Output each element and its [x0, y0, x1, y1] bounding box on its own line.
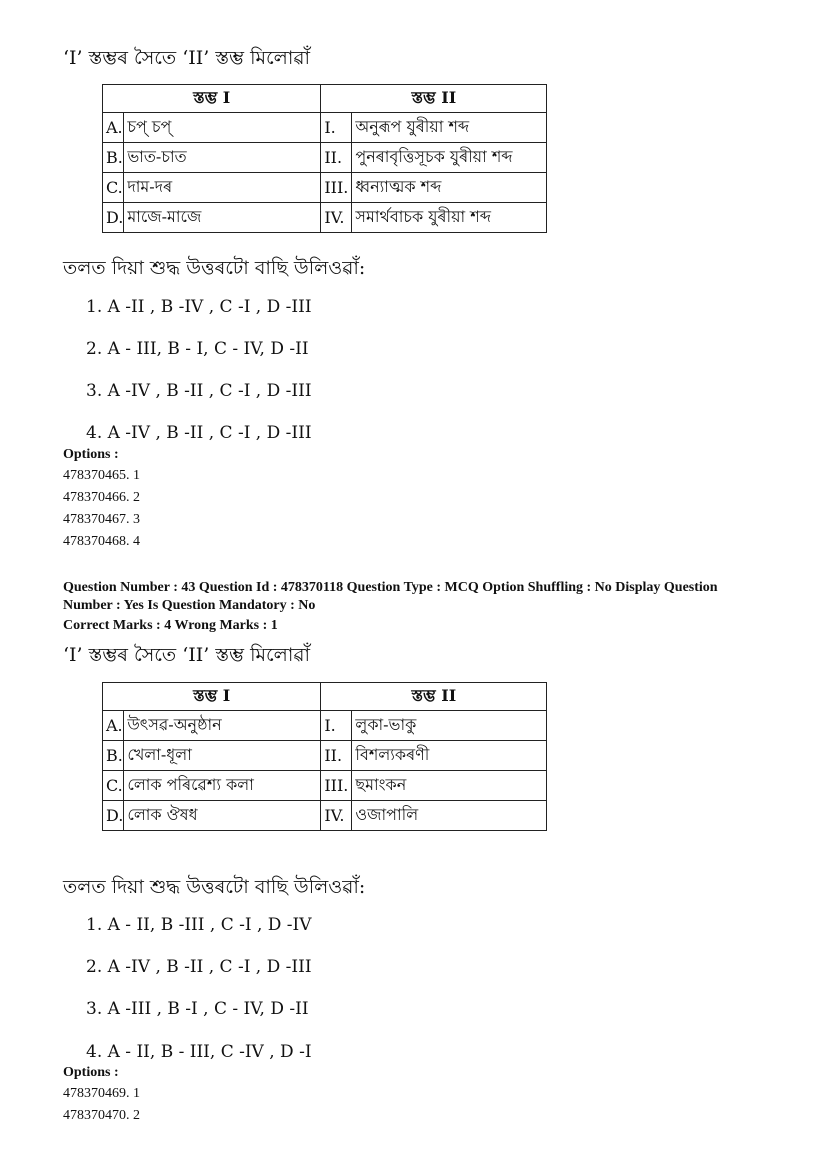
table-row: [103, 711, 547, 741]
question-meta-line-1: Question Number : 43 Question Id : 478370118 Question Type : MCQ Option Shuffling : No Display Question: [63, 580, 718, 595]
answer-choice-3: 3. A -III , B -I , C - IV, D -II: [86, 999, 309, 1019]
row-letter: B.: [103, 741, 124, 771]
column-1-cell: চপ্ চপ্: [124, 113, 321, 143]
column-1-cell: খেলা-ধূলা: [124, 741, 321, 771]
answer-choice-2: 2. A -IV , B -II , C -I , D -III: [86, 957, 312, 977]
column-2-cell: সমার্থবাচক যুৰীয়া শব্দ: [352, 203, 547, 233]
table-header-row: [103, 85, 547, 113]
q42-heading: ‘I’ স্তম্ভৰ সৈতে ‘II’ স্তম্ভ মিলোৱাঁ: [63, 47, 310, 69]
table-row: [103, 113, 547, 143]
column-2-cell: বিশল্যকৰণী: [352, 741, 547, 771]
row-numeral: I.: [321, 711, 352, 741]
answer-choice-4: 4. A -IV , B -II , C -I , D -III: [86, 423, 312, 443]
column-2-cell: পুনৰাবৃত্তিসূচক যুৰীয়া শব্দ: [352, 143, 547, 173]
table-row: [103, 771, 547, 801]
column-1-cell: মাজে-মাজে: [124, 203, 321, 233]
q42-instruction: তলত দিয়া শুদ্ধ উত্তৰটো বাছি উলিওৱাঁ:: [63, 257, 366, 279]
table-row: [103, 143, 547, 173]
row-numeral: II.: [321, 741, 352, 771]
answer-choice-4: 4. A - II, B - III, C -IV , D -I: [86, 1042, 312, 1062]
q42-match-table: [102, 84, 547, 233]
option-id: 478370467. 3: [63, 512, 140, 527]
column-2-cell: ছমাংকন: [352, 771, 547, 801]
column-1-cell: লোক ঔষধ: [124, 801, 321, 831]
row-numeral: I.: [321, 113, 352, 143]
column-2-cell: ধ্বন্যাত্মক শব্দ: [352, 173, 547, 203]
answer-choice-3: 3. A -IV , B -II , C -I , D -III: [86, 381, 312, 401]
answer-choice-1: 1. A - II, B -III , C -I , D -IV: [86, 915, 312, 935]
answer-choice-1: 1. A -II , B -IV , C -I , D -III: [86, 297, 312, 317]
row-numeral: II.: [321, 143, 352, 173]
row-letter: B.: [103, 143, 124, 173]
column-1-cell: দাম-দৰ: [124, 173, 321, 203]
q43-heading: ‘I’ স্তম্ভৰ সৈতে ‘II’ স্তম্ভ মিলোৱাঁ: [63, 644, 310, 666]
table-row: [103, 173, 547, 203]
row-letter: C.: [103, 173, 124, 203]
answer-choice-2: 2. A - III, B - I, C - IV, D -II: [86, 339, 309, 359]
table-header-row: [103, 683, 547, 711]
question-marks: Correct Marks : 4 Wrong Marks : 1: [63, 618, 278, 633]
option-id: 478370466. 2: [63, 490, 140, 505]
column-1-cell: উৎসৱ-অনুষ্ঠান: [124, 711, 321, 741]
option-id: 478370469. 1: [63, 1086, 140, 1101]
column-1-cell: লোক পৰিৱেশ্য কলা: [124, 771, 321, 801]
column-1-header: স্তম্ভ I: [103, 683, 321, 711]
column-2-cell: অনুৰূপ যুৰীয়া শব্দ: [352, 113, 547, 143]
row-letter: C.: [103, 771, 124, 801]
table-row: [103, 741, 547, 771]
table-row: [103, 801, 547, 831]
row-numeral: III.: [321, 173, 352, 203]
column-2-header: স্তম্ভ II: [321, 85, 547, 113]
table-row: [103, 203, 547, 233]
row-numeral: IV.: [321, 203, 352, 233]
column-2-header: স্তম্ভ II: [321, 683, 547, 711]
q43-instruction: তলত দিয়া শুদ্ধ উত্তৰটো বাছি উলিওৱাঁ:: [63, 876, 366, 898]
row-letter: A.: [103, 113, 124, 143]
row-letter: D.: [103, 203, 124, 233]
row-numeral: III.: [321, 771, 352, 801]
column-1-cell: ভাত-চাত: [124, 143, 321, 173]
row-numeral: IV.: [321, 801, 352, 831]
row-letter: A.: [103, 711, 124, 741]
options-label: Options :: [63, 447, 119, 462]
option-id: 478370470. 2: [63, 1108, 140, 1123]
question-meta-line-2: Number : Yes Is Question Mandatory : No: [63, 598, 316, 613]
q43-match-table: [102, 682, 547, 831]
options-label: Options :: [63, 1065, 119, 1080]
row-letter: D.: [103, 801, 124, 831]
column-1-header: স্তম্ভ I: [103, 85, 321, 113]
column-2-cell: ওজাপালি: [352, 801, 547, 831]
column-2-cell: লুকা-ভাকু: [352, 711, 547, 741]
option-id: 478370468. 4: [63, 534, 140, 549]
option-id: 478370465. 1: [63, 468, 140, 483]
